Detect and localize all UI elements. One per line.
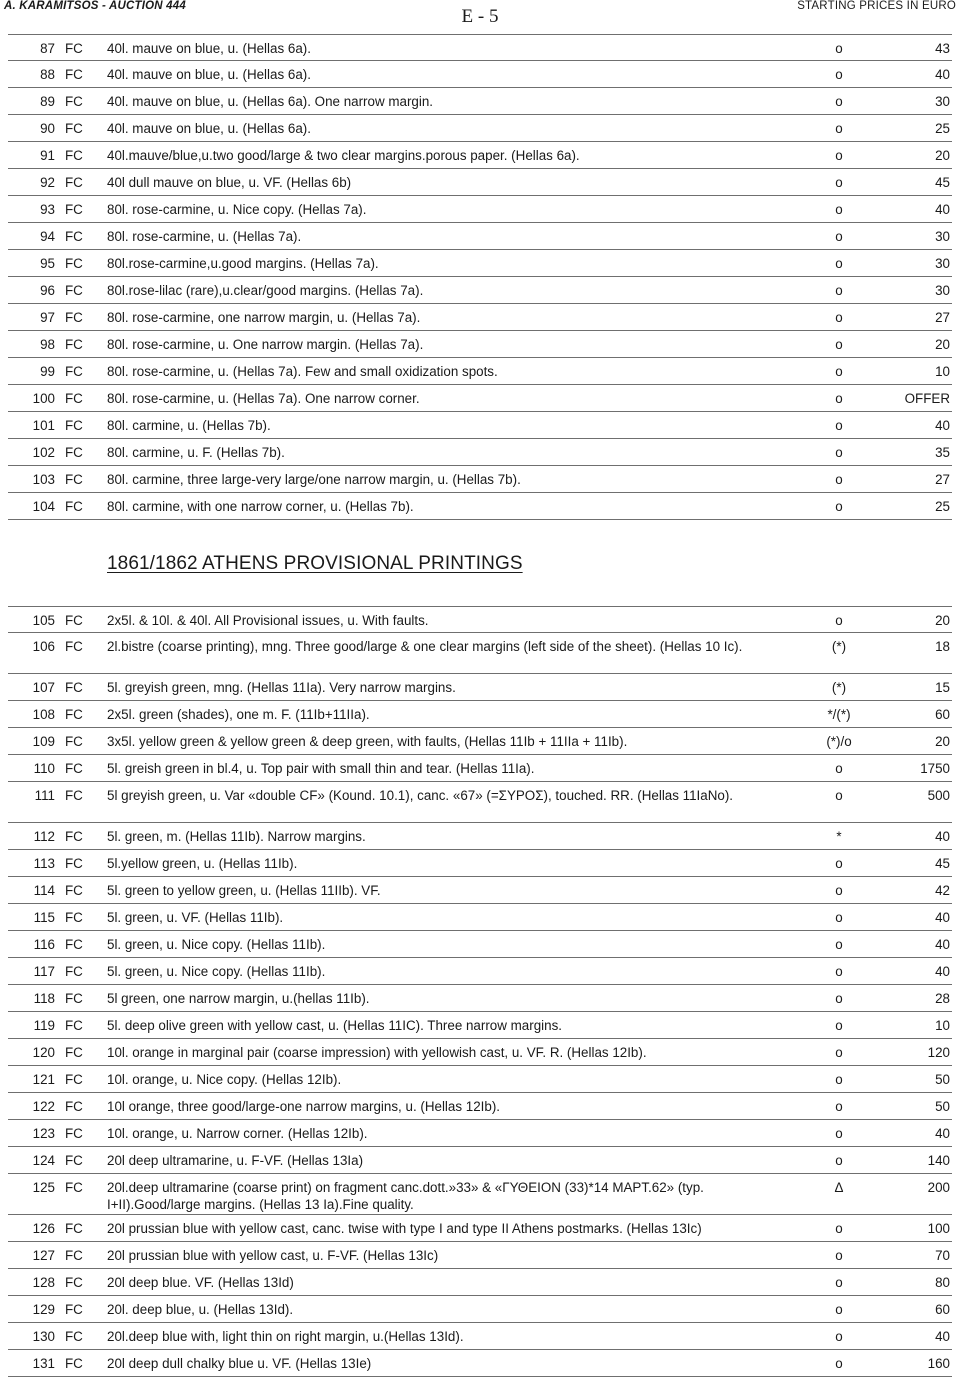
lot-type: FC (65, 991, 83, 1006)
lot-number: 97 (40, 310, 55, 325)
lot-price: 40 (935, 937, 950, 952)
lot-type: FC (65, 364, 83, 379)
lot-condition: o (835, 202, 843, 217)
lot-type: FC (65, 1153, 83, 1168)
lot-price: 40 (935, 1126, 950, 1141)
lot-price: 60 (935, 707, 950, 722)
lot-number: 128 (32, 1275, 55, 1290)
lot-description: 3x5l. yellow green & yellow green & deep green, with faults, (Hellas 11Ib + 11IIa + 11Ib). (107, 734, 628, 749)
lot-number: 125 (32, 1180, 55, 1195)
lot-type: FC (65, 391, 83, 406)
lot-row (8, 958, 952, 985)
lot-price: 10 (935, 364, 950, 379)
lot-condition: o (835, 1248, 843, 1263)
page-header (0, 0, 960, 27)
lot-row (8, 755, 952, 782)
lot-number: 98 (40, 337, 55, 352)
lot-type: FC (65, 613, 83, 628)
lot-price: 18 (935, 639, 950, 654)
lot-price: 43 (935, 41, 950, 56)
lot-row (8, 169, 952, 196)
lot-price: 200 (927, 1180, 950, 1195)
lot-description: 80l. rose-carmine, one narrow margin, u. (Hellas 7a). (107, 310, 421, 325)
lot-description: 20l deep ultramarine, u. F-VF. (Hellas 13Ia) (107, 1153, 364, 1168)
lot-price: 70 (935, 1248, 950, 1263)
lot-number: 123 (32, 1126, 55, 1141)
lot-description: 80l. rose-carmine, u. Nice copy. (Hellas 7a). (107, 202, 367, 217)
lot-type: FC (65, 472, 83, 487)
lot-condition: o (835, 1072, 843, 1087)
lot-condition: o (835, 761, 843, 776)
lot-type: FC (65, 1099, 83, 1114)
lot-description: 5l greyish green, u. Var «double CF» (Kound. 10.1), canc. «67» (=ΣΥΡΟΣ), touched. RR. (Hellas 11IaNo). (107, 788, 734, 803)
lot-condition: o (835, 1018, 843, 1033)
lot-number: 103 (32, 472, 55, 487)
price-note: STARTING PRICES IN EURO (797, 0, 956, 12)
lot-row (8, 331, 952, 358)
lot-description: 40l. mauve on blue, u. (Hellas 6a). (107, 41, 311, 56)
lot-description: 10l. orange, u. Narrow corner. (Hellas 12Ib). (107, 1126, 368, 1141)
lot-number: 92 (40, 175, 55, 190)
lot-description: 5l. green, u. VF. (Hellas 11Ib). (107, 910, 284, 925)
lot-row (8, 1093, 952, 1120)
lot-row (8, 633, 952, 674)
lot-price: 35 (935, 445, 950, 460)
lot-description: 80l. carmine, u. (Hellas 7b). (107, 418, 271, 433)
lot-type: FC (65, 499, 83, 514)
lot-type: FC (65, 761, 83, 776)
lot-condition: (*) (831, 639, 847, 654)
lot-description: 20l.deep ultramarine (coarse print) on fragment canc.dott.»33» & «ΓΥΘΕΙΟΝ (33)*14 ΜΑΡΤ.62» (typ. I+II).Good/large margins. (Hellas 13 Ia).Fine quality. (107, 1180, 704, 1212)
lot-condition: o (835, 337, 843, 352)
lot-condition: o (835, 94, 843, 109)
lot-type: FC (65, 707, 83, 722)
lot-row (8, 606, 952, 633)
lot-price: 40 (935, 964, 950, 979)
lot-type: FC (65, 829, 83, 844)
lot-description: 5l green, one narrow margin, u.(hellas 11Ib). (107, 991, 370, 1006)
lot-condition: o (835, 364, 843, 379)
lot-price: 15 (935, 680, 950, 695)
lot-number: 130 (32, 1329, 55, 1344)
lot-condition: o (835, 856, 843, 871)
lot-price: 42 (935, 883, 950, 898)
lot-description: 40l dull mauve on blue, u. VF. (Hellas 6b) (107, 175, 352, 190)
lot-number: 102 (32, 445, 55, 460)
lot-description: 5l. green, m. (Hellas 11Ib). Narrow margins. (107, 829, 366, 844)
lot-price: 25 (935, 499, 950, 514)
lot-condition: o (835, 964, 843, 979)
lot-type: FC (65, 1180, 83, 1195)
lot-condition: o (835, 1153, 843, 1168)
auction-title: A. KARAMITSOS - AUCTION 444 (4, 0, 186, 12)
lot-type: FC (65, 1221, 83, 1236)
lot-row (8, 1350, 952, 1377)
lot-price: 30 (935, 283, 950, 298)
lot-type: FC (65, 883, 83, 898)
lot-description: 10l. orange in marginal pair (coarse impression) with yellowish cast, u. VF. R. (Hellas 12Ib). (107, 1045, 647, 1060)
lot-price: 45 (935, 856, 950, 871)
lot-condition: o (835, 283, 843, 298)
lot-row (8, 304, 952, 331)
lot-row (8, 985, 952, 1012)
lot-number: 121 (32, 1072, 55, 1087)
lot-type: FC (65, 937, 83, 952)
lot-number: 94 (40, 229, 55, 244)
lot-condition: * (836, 829, 842, 844)
lot-price: 60 (935, 1302, 950, 1317)
lot-price: 45 (935, 175, 950, 190)
lot-row (8, 34, 952, 61)
lot-number: 115 (33, 910, 55, 925)
lot-description: 40l. mauve on blue, u. (Hellas 6a). One narrow margin. (107, 94, 433, 109)
lot-description: 80l. rose-carmine, u. (Hellas 7a). Few and small oxidization spots. (107, 364, 498, 379)
lot-price: 1750 (920, 761, 950, 776)
lot-row (8, 701, 952, 728)
lot-number: 106 (32, 639, 55, 654)
lot-type: FC (65, 67, 83, 82)
lot-price: 10 (935, 1018, 950, 1033)
lot-condition: o (835, 788, 843, 803)
lot-description: 80l. rose-carmine, u. (Hellas 7a). (107, 229, 302, 244)
lot-type: FC (65, 1126, 83, 1141)
lot-condition: o (835, 41, 843, 56)
lot-number: 126 (32, 1221, 55, 1236)
lot-type: FC (65, 1018, 83, 1033)
lot-row (8, 439, 952, 466)
lot-description: 5l. green, u. Nice copy. (Hellas 11Ib). (107, 964, 326, 979)
lot-price: 27 (935, 310, 950, 325)
lot-condition: o (835, 175, 843, 190)
lot-condition: o (835, 229, 843, 244)
lot-price: 40 (935, 910, 950, 925)
lot-price: 40 (935, 67, 950, 82)
lot-type: FC (65, 639, 83, 654)
lot-row (8, 931, 952, 958)
lot-type: FC (65, 94, 83, 109)
lot-condition: o (835, 391, 843, 406)
lot-condition: o (835, 1356, 843, 1371)
lot-number: 110 (33, 761, 55, 776)
lot-row (8, 1012, 952, 1039)
lot-description: 40l. mauve on blue, u. (Hellas 6a). (107, 67, 311, 82)
lot-description: 2l.bistre (coarse printing), mng. Three good/large & one clear margins (left side of the sheet). (Hellas 10 Ic). (107, 639, 743, 654)
lot-condition: o (835, 991, 843, 1006)
lot-description: 2x5l. green (shades), one m. F. (11Ib+11IIa). (107, 707, 370, 722)
lot-type: FC (65, 910, 83, 925)
lot-condition: o (835, 121, 843, 136)
lot-row (8, 223, 952, 250)
lot-description: 5l. greish green in bl.4, u. Top pair with small thin and tear. (Hellas 11Ia). (107, 761, 535, 776)
lot-price: 80 (935, 1275, 950, 1290)
lot-type: FC (65, 418, 83, 433)
lot-description: 80l. rose-carmine, u. (Hellas 7a). One narrow corner. (107, 391, 420, 406)
lot-price: 25 (935, 121, 950, 136)
lot-condition: o (835, 499, 843, 514)
lot-row (8, 728, 952, 755)
lot-description: 5l. green to yellow green, u. (Hellas 11IIb). VF. (107, 883, 381, 898)
lot-price: 50 (935, 1072, 950, 1087)
lot-price: 40 (935, 829, 950, 844)
lot-row (8, 142, 952, 169)
lot-condition: o (835, 445, 843, 460)
lot-description: 2x5l. & 10l. & 40l. All Provisional issues, u. With faults. (107, 613, 429, 628)
lot-price: 100 (927, 1221, 950, 1236)
lot-number: 120 (32, 1045, 55, 1060)
lot-row (8, 1269, 952, 1296)
lot-price: 30 (935, 256, 950, 271)
lot-price: 40 (935, 202, 950, 217)
lot-condition: o (835, 1099, 843, 1114)
lot-price: 50 (935, 1099, 950, 1114)
lot-description: 20l deep dull chalky blue u. VF. (Hellas 13Ie) (107, 1356, 372, 1371)
lot-description: 20l. deep blue, u. (Hellas 13Id). (107, 1302, 294, 1317)
lot-condition: o (835, 472, 843, 487)
lot-type: FC (65, 1356, 83, 1371)
lot-row (8, 493, 952, 520)
lot-condition: o (835, 1045, 843, 1060)
lot-row (8, 1323, 952, 1350)
lot-list-section1 (8, 34, 952, 520)
lot-type: FC (65, 1248, 83, 1263)
lot-condition: (*) (831, 680, 847, 695)
lot-row (8, 61, 952, 88)
lot-number: 129 (32, 1302, 55, 1317)
lot-price: 30 (935, 229, 950, 244)
lot-description: 20l deep blue. VF. (Hellas 13Id) (107, 1275, 294, 1290)
lot-number: 105 (32, 613, 55, 628)
lot-type: FC (65, 175, 83, 190)
lot-description: 5l. deep olive green with yellow cast, u. (Hellas 11IC). Three narrow margins. (107, 1018, 562, 1033)
lot-row (8, 850, 952, 877)
lot-number: 101 (32, 418, 55, 433)
lot-condition: o (835, 613, 843, 628)
lot-number: 112 (33, 829, 55, 844)
lot-type: FC (65, 1275, 83, 1290)
lot-type: FC (65, 1302, 83, 1317)
lot-condition: Δ (834, 1180, 844, 1195)
lot-number: 96 (40, 283, 55, 298)
lot-description: 80l. carmine, u. F. (Hellas 7b). (107, 445, 285, 460)
lot-description: 5l. greyish green, mng. (Hellas 11Ia). Very narrow margins. (107, 680, 456, 695)
lot-type: FC (65, 445, 83, 460)
lot-number: 95 (40, 256, 55, 271)
lot-condition: o (835, 310, 843, 325)
lot-type: FC (65, 283, 83, 298)
lot-type: FC (65, 788, 83, 803)
lot-number: 93 (40, 202, 55, 217)
lot-row (8, 88, 952, 115)
lot-description: 10l orange, three good/large-one narrow margins, u. (Hellas 12Ib). (107, 1099, 501, 1114)
lot-number: 90 (40, 121, 55, 136)
lot-description: 40l. mauve on blue, u. (Hellas 6a). (107, 121, 311, 136)
lot-type: FC (65, 148, 83, 163)
lot-price: 40 (935, 1329, 950, 1344)
lot-price: 160 (927, 1356, 950, 1371)
lot-number: 104 (32, 499, 55, 514)
lot-type: FC (65, 310, 83, 325)
lot-type: FC (65, 41, 83, 56)
lot-row (8, 877, 952, 904)
lot-description: 80l. carmine, with one narrow corner, u. (Hellas 7b). (107, 499, 414, 514)
lot-price: 28 (935, 991, 950, 1006)
page-number: E - 5 (461, 6, 499, 27)
section-title: 1861/1862 ATHENS PROVISIONAL PRINTINGS (107, 553, 523, 574)
lot-condition: o (835, 1126, 843, 1141)
lot-row (8, 1147, 952, 1174)
lot-description: 20l.deep blue with, light thin on right margin, u.(Hellas 13Id). (107, 1329, 464, 1344)
lot-price: 140 (927, 1153, 950, 1168)
lot-number: 107 (32, 680, 55, 695)
lot-number: 119 (33, 1018, 55, 1033)
lot-price: 120 (927, 1045, 950, 1060)
lot-type: FC (65, 1072, 83, 1087)
lot-condition: o (835, 256, 843, 271)
lot-number: 99 (40, 364, 55, 379)
lot-number: 131 (32, 1356, 55, 1371)
lot-row (8, 904, 952, 931)
lot-row (8, 1174, 952, 1215)
lot-description: 80l.rose-lilac (rare),u.clear/good margins. (Hellas 7a). (107, 283, 424, 298)
lot-price: 20 (935, 613, 950, 628)
lot-type: FC (65, 1045, 83, 1060)
lot-row (8, 358, 952, 385)
lot-price: 30 (935, 94, 950, 109)
lot-description: 80l. carmine, three large-very large/one narrow margin, u. (Hellas 7b). (107, 472, 521, 487)
lot-number: 114 (33, 883, 55, 898)
lot-row (8, 250, 952, 277)
lot-number: 116 (33, 937, 55, 952)
lot-condition: o (835, 1275, 843, 1290)
lot-row (8, 412, 952, 439)
lot-description: 40l.mauve/blue,u.two good/large & two clear margins.porous paper. (Hellas 6a). (107, 148, 580, 163)
lot-price: 20 (935, 337, 950, 352)
lot-row (8, 1066, 952, 1093)
lot-number: 118 (33, 991, 55, 1006)
lot-description: 20l prussian blue with yellow cast, canc. twise with type I and type II Athens postmarks. (Hellas 13Ic) (107, 1221, 702, 1236)
lot-description: 10l. orange, u. Nice copy. (Hellas 12Ib). (107, 1072, 342, 1087)
lot-row (8, 1215, 952, 1242)
lot-row (8, 115, 952, 142)
lot-type: FC (65, 202, 83, 217)
lot-number: 122 (32, 1099, 55, 1114)
lot-condition: o (835, 1221, 843, 1236)
lot-number: 117 (33, 964, 55, 979)
lot-row (8, 674, 952, 701)
lot-type: FC (65, 256, 83, 271)
lot-condition: o (835, 883, 843, 898)
lot-condition: o (835, 67, 843, 82)
lot-condition: o (835, 418, 843, 433)
lot-condition: o (835, 1329, 843, 1344)
lot-price: 20 (935, 148, 950, 163)
lot-number: 127 (32, 1248, 55, 1263)
lot-number: 111 (34, 788, 55, 803)
lot-number: 88 (40, 67, 55, 82)
lot-type: FC (65, 680, 83, 695)
lot-condition: */(*) (827, 707, 851, 722)
lot-row (8, 466, 952, 493)
lot-number: 87 (40, 41, 55, 56)
lot-number: 113 (33, 856, 55, 871)
lot-condition: o (835, 910, 843, 925)
lot-row (8, 782, 952, 823)
lot-type: FC (65, 964, 83, 979)
lot-type: FC (65, 734, 83, 749)
lot-price: 20 (935, 734, 950, 749)
lot-type: FC (65, 229, 83, 244)
lot-row (8, 196, 952, 223)
lot-row (8, 1039, 952, 1066)
lot-number: 89 (40, 94, 55, 109)
lot-row (8, 385, 952, 412)
lot-number: 108 (32, 707, 55, 722)
lot-condition: (*)/o (826, 734, 852, 749)
lot-type: FC (65, 856, 83, 871)
lot-number: 100 (32, 391, 55, 406)
lot-row (8, 1242, 952, 1269)
lot-description: 5l.yellow green, u. (Hellas 11Ib). (107, 856, 298, 871)
lot-description: 80l. rose-carmine, u. One narrow margin. (Hellas 7a). (107, 337, 424, 352)
lot-price: OFFER (904, 391, 950, 406)
lot-list-section2 (8, 606, 952, 1377)
lot-type: FC (65, 121, 83, 136)
lot-number: 91 (40, 148, 55, 163)
lot-number: 124 (32, 1153, 55, 1168)
lot-price: 500 (927, 788, 950, 803)
lot-price: 27 (935, 472, 950, 487)
lot-row (8, 1296, 952, 1323)
lot-description: 5l. green, u. Nice copy. (Hellas 11Ib). (107, 937, 326, 952)
lot-description: 20l prussian blue with yellow cast, u. F-VF. (Hellas 13Ic) (107, 1248, 439, 1263)
lot-row (8, 1120, 952, 1147)
lot-condition: o (835, 148, 843, 163)
lot-condition: o (835, 1302, 843, 1317)
lot-description: 80l.rose-carmine,u.good margins. (Hellas 7a). (107, 256, 379, 271)
lot-number: 109 (32, 734, 55, 749)
lot-condition: o (835, 937, 843, 952)
lot-type: FC (65, 1329, 83, 1344)
lot-price: 40 (935, 418, 950, 433)
lot-row (8, 277, 952, 304)
lot-type: FC (65, 337, 83, 352)
lot-row (8, 823, 952, 850)
